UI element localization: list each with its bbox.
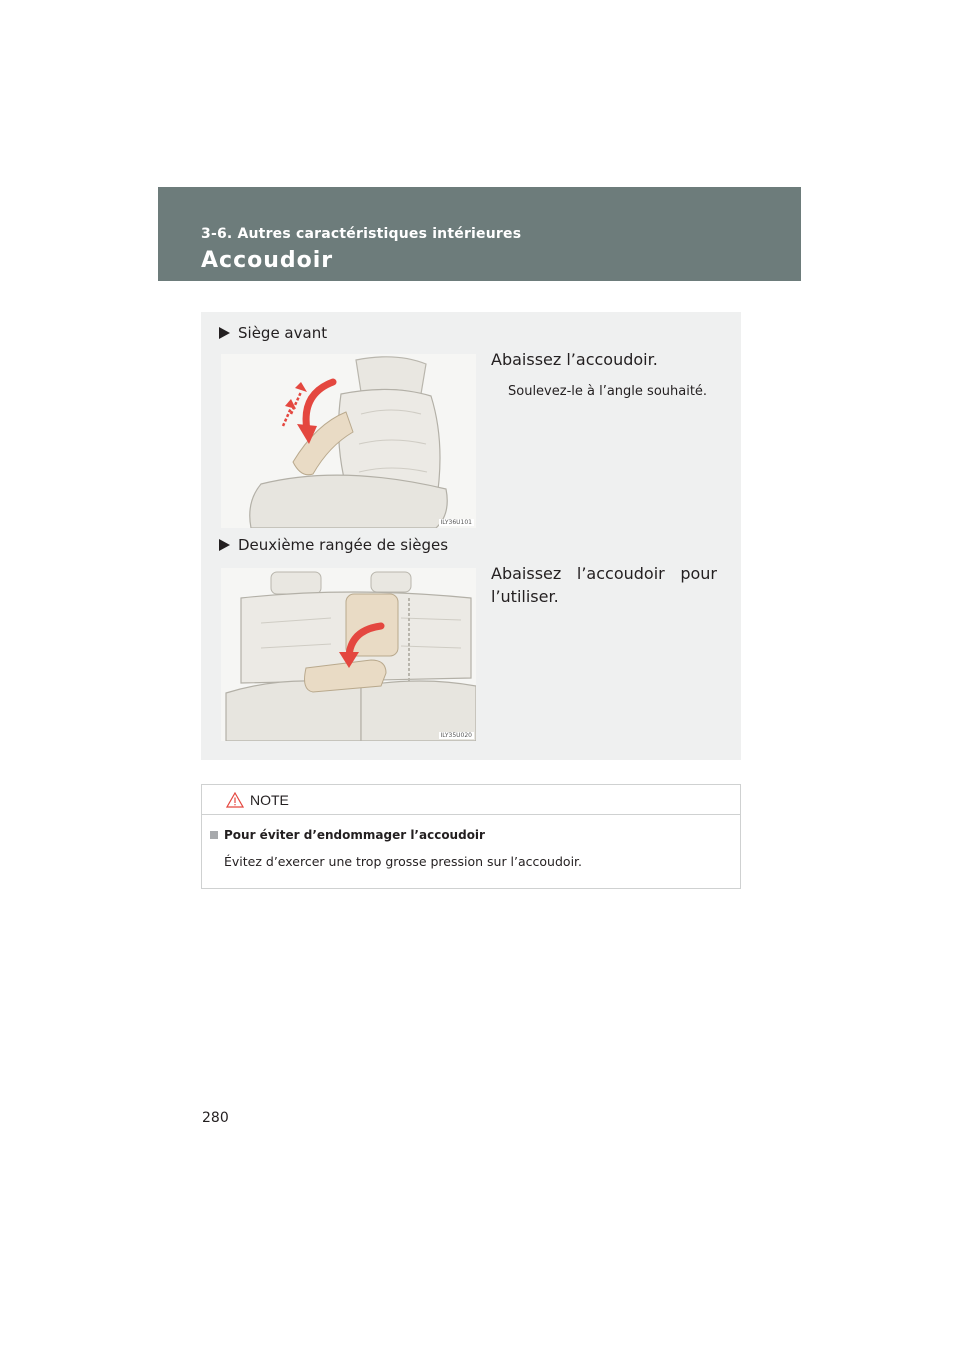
subheading-second-row-label: Deuxième rangée de sièges (238, 536, 449, 554)
note-text: Évitez d’exercer une trop grosse pression sur l’accoudoir. (224, 854, 583, 869)
image-code: ILY36U101 (440, 519, 472, 526)
content-panel (201, 312, 741, 760)
subheading-front-seat (219, 324, 327, 342)
note-header (202, 785, 740, 815)
rear-instruction: Abaissez l’accoudoir pour l’utiliser. (491, 564, 717, 606)
front-detail: Soulevez-le à l’angle souhaité. (508, 384, 708, 399)
subheading-front-seat-label: Siège avant (238, 324, 328, 342)
square-bullet-icon (210, 831, 218, 839)
note-box (201, 784, 741, 889)
triangle-bullet-icon (219, 539, 230, 551)
page-number: 280 (202, 1110, 229, 1126)
front-seat-drawing (221, 354, 476, 528)
chapter-header (158, 187, 801, 281)
front-instruction: Abaissez l’accoudoir. (491, 350, 658, 369)
subheading-second-row (219, 536, 448, 554)
triangle-bullet-icon (219, 327, 230, 339)
image-code: ILY35U020 (440, 732, 472, 739)
section-title: 3-6. Autres caractéristiques intérieures (201, 226, 522, 242)
warning-triangle-icon (226, 792, 244, 808)
rear-seat-drawing (221, 568, 476, 741)
rear-seat-illustration (221, 568, 476, 741)
page-title: Accoudoir (201, 248, 334, 273)
front-seat-illustration (221, 354, 476, 528)
note-title (210, 828, 485, 842)
note-label: NOTE (250, 791, 289, 808)
note-title-text: Pour éviter d’endommager l’accoudoir (224, 828, 485, 842)
